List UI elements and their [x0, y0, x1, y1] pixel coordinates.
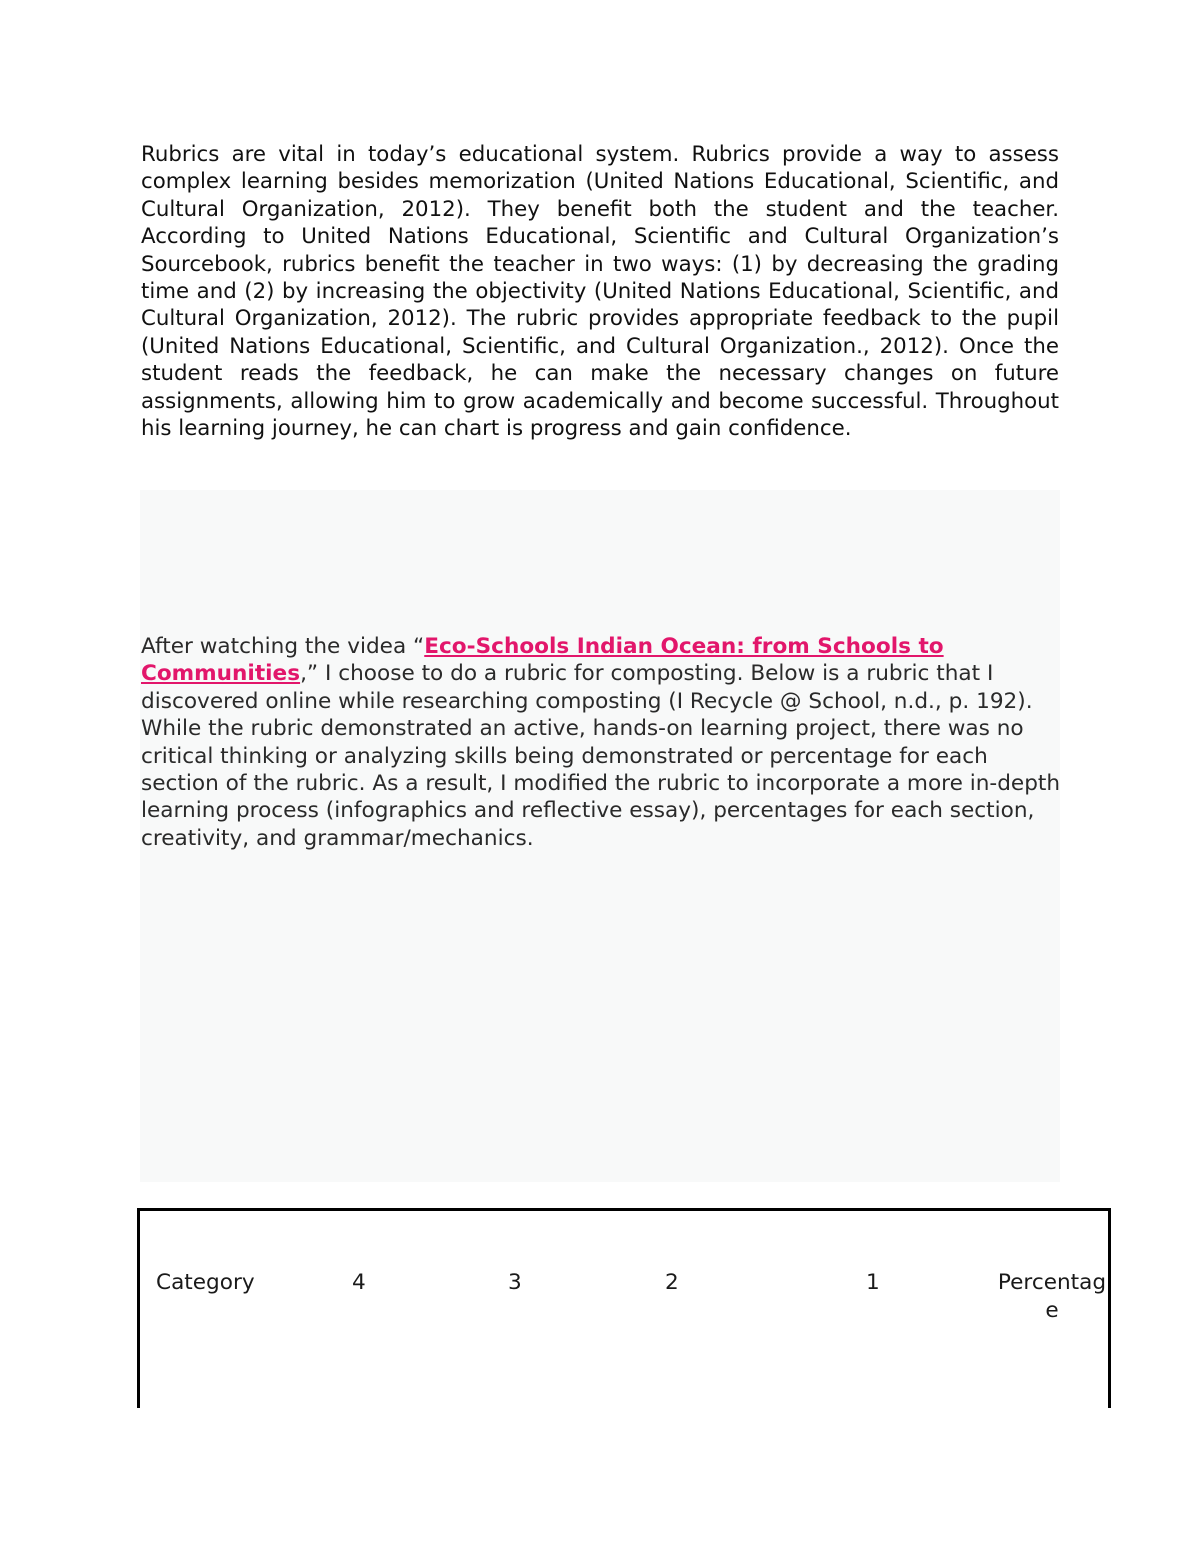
header-score-3: 3	[508, 1270, 522, 1295]
header-category: Category	[156, 1270, 255, 1295]
header-score-1: 1	[866, 1270, 880, 1295]
paragraph-text-before-link: After watching the videa “	[141, 634, 425, 659]
video-title-link[interactable]: Eco-Schools Indian Ocean: from Schools to Communities	[141, 634, 944, 687]
paragraph-rubrics-importance: Rubrics are vital in today’s educational system. Rubrics provide a way to assess complex learning besides memorization (United Nations Educational, Scientific, and Cultural Organization, 2012). They benefit both the student and the teacher. According to United Nations Educational, Scientific and Cultural Organization’s Sourcebook, rubrics benefit the teacher in two ways: (1) by decreasing the grading time and (2) by increasing the objectivity (United Nations Educational, Scientific, and Cultural Organization, 2012). The rubric provides appropriate feedback to the pupil (United Nations Educational, Scientific, and Cultural Organization., 2012). Once the student reads the feedback, he can make the necessary changes on future assignments, allowing him to grow academically and become successful. Throughout his learning journey, he can chart is progress and gain confidence.	[141, 142, 1059, 442]
rubric-table	[137, 1208, 1111, 1408]
paragraph-text-after-link: ,” I choose to do a rubric for composting. Below is a rubric that I discovered online while researching composting (I Recycle @ School, n.d., p. 192). While the rubric demonstrated an active, hands-on learning project, there was no critical thinking or analyzing skills being demonstrated or percentage for each section of the rubric. As a result, I modified the rubric to incorporate a more in-depth learning process (infographics and reflective essay), percentages for each section, creativity, and grammar/mechanics.	[141, 661, 1061, 851]
paragraph-video-rubric	[141, 633, 1061, 852]
header-score-2: 2	[665, 1270, 679, 1295]
header-score-4: 4	[352, 1270, 366, 1295]
header-percentage: Percentage	[997, 1270, 1107, 1323]
